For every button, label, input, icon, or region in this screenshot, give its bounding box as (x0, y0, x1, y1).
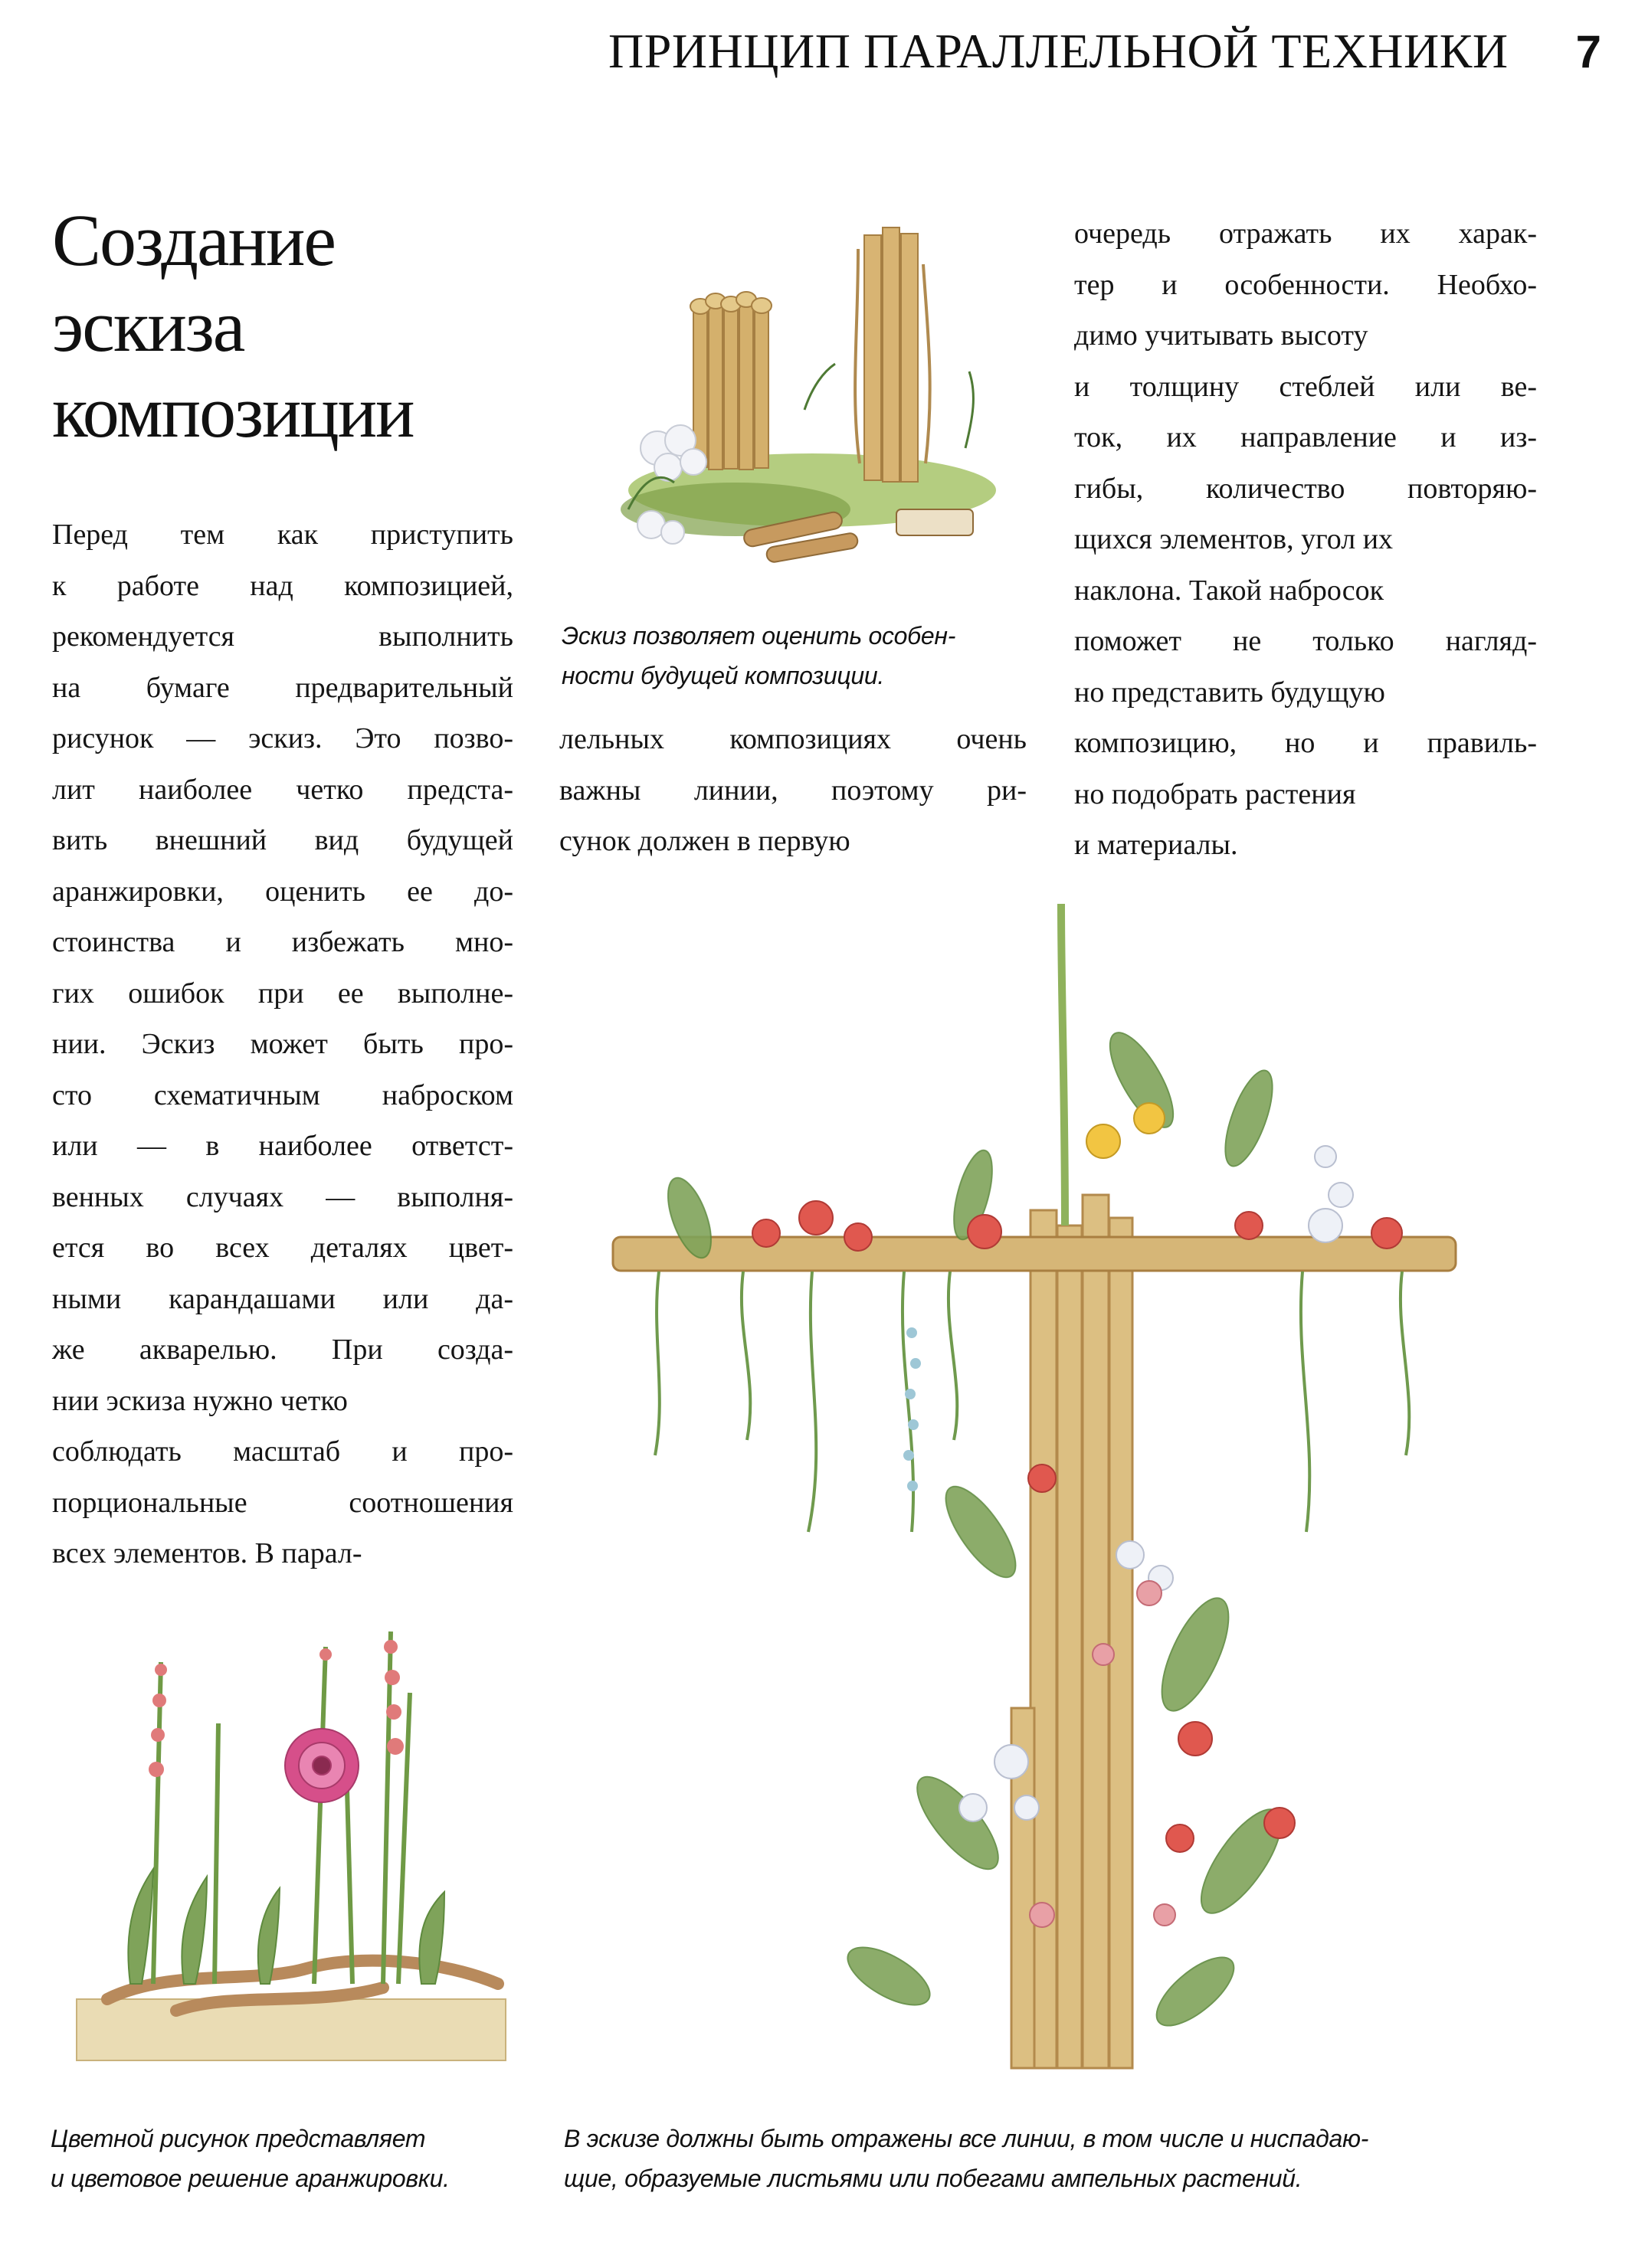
leaves (660, 1024, 1296, 2037)
text-line: гих ошибок при ее выполне- (52, 977, 513, 1010)
body-text-column-1 (52, 509, 513, 1579)
text-line: соблюдать масштаб и про- (52, 1435, 513, 1468)
text-line: ток, их направление и из- (1074, 421, 1537, 453)
text-line: наклона. Такой набросок (1074, 574, 1384, 607)
bamboo-cross-illustration (613, 904, 1563, 2129)
text-line: рисунок — эскиз. Это позво- (52, 722, 513, 754)
text-line: на бумаге предварительный (52, 671, 513, 704)
yellow-flowers (1086, 1103, 1165, 1158)
text-line: ными карандашами или да- (52, 1282, 513, 1315)
heading-line: композиции (52, 371, 414, 453)
text-line: к работе над композицией, (52, 569, 513, 602)
heading-line: эскиза (52, 285, 244, 367)
text-line: порциональные соотношения (52, 1486, 513, 1519)
text-line: лит наиболее четко предста- (52, 773, 513, 806)
text-line: гибы, количество повторяю- (1074, 472, 1537, 505)
tall-stem (1061, 904, 1065, 1226)
heading-line: Создание (52, 199, 336, 281)
caption-line: В эскизе должны быть отражены все линии, в том числе и ниспадаю- (564, 2125, 1369, 2152)
text-line: вить внешний вид будущей (52, 824, 513, 856)
bamboo-vertical (1011, 1195, 1132, 2068)
text-line: аранжировки, оценить ее до- (52, 875, 513, 908)
text-line: нии. Эскиз может быть про- (52, 1028, 513, 1060)
text-line: рекомендуется выполнить (52, 620, 513, 653)
body-text-column-3 (1074, 208, 1537, 871)
text-line: всех элементов. В парал- (52, 1537, 362, 1569)
text-line: лельных композициях очень (559, 723, 1027, 755)
text-line: же акварелью. При созда- (52, 1334, 513, 1366)
text-line: Перед тем как приступить (52, 519, 513, 551)
running-header (460, 17, 1601, 86)
bamboo-bundle-small (693, 299, 768, 470)
text-line: но представить будущую (1074, 676, 1385, 709)
sketch-illustration (605, 218, 988, 578)
section-heading (52, 198, 542, 455)
container-tray (77, 1999, 506, 2060)
bamboo-caps (690, 292, 772, 314)
text-line: очередь отражать их харак- (1074, 218, 1537, 250)
text-line: сунок должен в первую (559, 825, 850, 857)
text-line: композицию, но и правиль- (1074, 727, 1537, 759)
caption-line: и цветовое решение аранжировки. (51, 2165, 450, 2192)
caption-line: щие, образуемые листьями или побегами ампельных растений. (564, 2165, 1302, 2192)
text-line: тер и особенности. Необхо- (1074, 268, 1537, 301)
text-line: щихся элементов, угол их (1074, 523, 1394, 555)
text-line: или — в наиболее ответст- (52, 1130, 513, 1162)
text-line: важны линии, поэтому ри- (559, 774, 1027, 807)
text-line: стоинства и избежать мно- (52, 926, 513, 958)
text-line: ется во всех деталях цвет- (52, 1232, 513, 1264)
bamboo-bundle-tall (864, 227, 918, 482)
text-line: сто схематичным наброском (52, 1078, 513, 1111)
text-line: но подобрать растения (1074, 777, 1356, 810)
text-line: и материалы. (1074, 829, 1238, 861)
caption-color-drawing (51, 2119, 541, 2198)
text-line: нии эскиза нужно четко (52, 1384, 348, 1417)
page-number: 7 (1575, 25, 1601, 77)
text-line: и толщину стеблей или ве- (1074, 370, 1537, 403)
caption-lines (564, 2119, 1591, 2198)
running-title: ПРИНЦИП ПАРАЛЛЕЛЬНОЙ ТЕХНИКИ (608, 24, 1509, 78)
body-text-column-2 (559, 714, 1027, 867)
caption-sketch (562, 616, 1052, 695)
caption-line: Цветной рисунок представляет (51, 2125, 426, 2152)
text-line: поможет не только нагляд- (1074, 625, 1537, 657)
color-drawing-illustration (61, 1601, 536, 2091)
text-line: димо учитывать высоту (1074, 319, 1368, 352)
caption-line: Эскиз позволяет оценить особен- (562, 622, 956, 650)
dahlia-flower (285, 1729, 359, 1802)
pink-buds (149, 1640, 404, 1777)
caption-line: ности будущей композиции. (562, 662, 884, 689)
text-line: венных случаях — выполня- (52, 1180, 513, 1213)
